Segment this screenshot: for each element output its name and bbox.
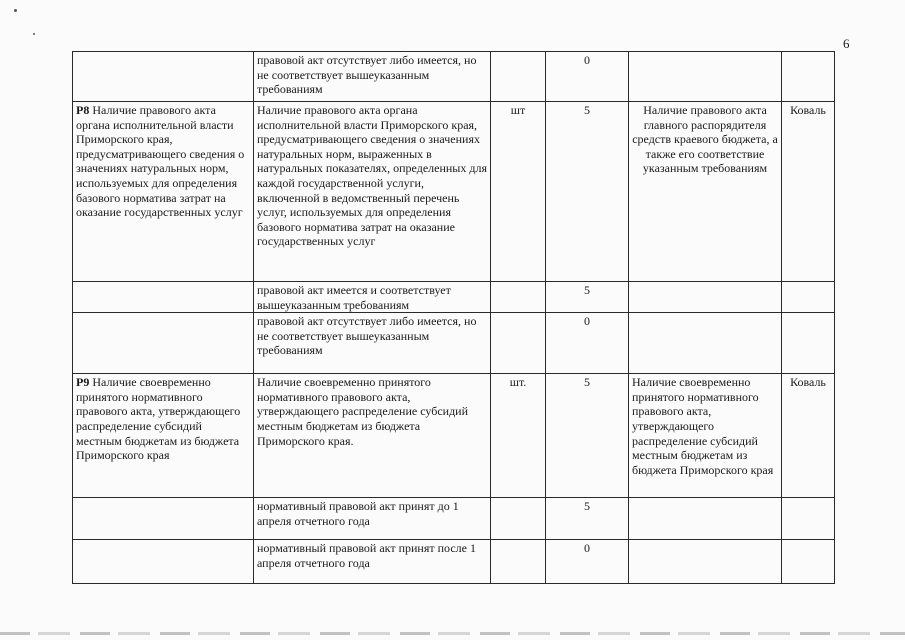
criterion-description: правовой акт имеется и соответствует вышеуказанным требованиям (254, 282, 491, 313)
unit-cell (491, 498, 546, 540)
indicator-name-cell (73, 102, 254, 282)
score-cell: 0 (546, 313, 629, 374)
indicator-name-cell (73, 498, 254, 540)
indicator-name-cell (73, 374, 254, 498)
criterion-description: Наличие правового акта органа исполнительной власти Приморского края, предусматривающего сведения о значениях натуральных норм, выраженных в натуральных показателях, определенных для каждой государственной услуги, включенной в ведомственный перечень услуг, используемых для определения базового норматива затрат на оказание государственных услуг (254, 102, 491, 282)
unit-cell (491, 282, 546, 313)
unit-cell: шт. (491, 374, 546, 498)
indicator-name-cell (73, 52, 254, 102)
table-row (73, 52, 835, 102)
criterion-description: нормативный правовой акт принят до 1 апреля отчетного года (254, 498, 491, 540)
scan-speck (14, 9, 17, 12)
responsible-cell (782, 52, 835, 102)
unit-cell (491, 540, 546, 584)
responsible-cell (782, 313, 835, 374)
source-cell (629, 498, 782, 540)
unit-cell: шт (491, 102, 546, 282)
indicator-name: Наличие своевременно принятого нормативного правового акта, утверждающего распределение субсидий местным бюджетам из бюджета Приморского края (76, 375, 241, 463)
indicator-code: Р9 (76, 375, 90, 390)
page-number: 6 (843, 36, 850, 51)
unit-cell (491, 313, 546, 374)
source-cell (629, 52, 782, 102)
responsible-cell: Коваль (782, 102, 835, 282)
table-row (73, 102, 835, 282)
source-cell: Наличие правового акта главного распорядителя средств краевого бюджета, а также его соответствие указанным требованиям (629, 102, 782, 282)
table-row (73, 540, 835, 584)
criterion-description: Наличие своевременно принятого нормативного правового акта, утверждающего распределение субсидий местным бюджетам из бюджета Приморского края. (254, 374, 491, 498)
indicator-name: Наличие правового акта органа исполнительной власти Приморского края, предусматривающего сведения о значениях натуральных норм, используемых для определения базового норматива затрат на оказание государственных услуг (76, 103, 245, 220)
source-cell: Наличие своевременно принятого нормативного правового акта, утверждающего распределение субсидий местным бюджетам из бюджета Приморского края (629, 374, 782, 498)
score-cell: 5 (546, 374, 629, 498)
source-cell (629, 540, 782, 584)
criterion-description: правовой акт отсутствует либо имеется, но не соответствует вышеуказанным требованиям (254, 313, 491, 374)
indicator-name-cell (73, 313, 254, 374)
responsible-cell (782, 282, 835, 313)
responsible-cell (782, 540, 835, 584)
source-cell (629, 282, 782, 313)
scan-speck (33, 33, 35, 35)
indicators-table (72, 51, 835, 584)
table-row (73, 282, 835, 313)
score-cell: 0 (546, 540, 629, 584)
table-row (73, 313, 835, 374)
responsible-cell (782, 498, 835, 540)
score-cell: 5 (546, 498, 629, 540)
score-cell: 5 (546, 102, 629, 282)
criterion-description: нормативный правовой акт принят после 1 апреля отчетного года (254, 540, 491, 584)
table-row (73, 374, 835, 498)
indicator-code: Р8 (76, 103, 90, 117)
unit-cell (491, 52, 546, 102)
score-cell: 0 (546, 52, 629, 102)
criterion-description: правовой акт отсутствует либо имеется, но не соответствует вышеуказанным требованиям (254, 52, 491, 102)
table-row (73, 498, 835, 540)
indicator-name-cell (73, 540, 254, 584)
indicator-name-cell (73, 282, 254, 313)
source-cell (629, 313, 782, 374)
responsible-cell: Коваль (782, 374, 835, 498)
scan-edge-noise (0, 632, 905, 635)
score-cell: 5 (546, 282, 629, 313)
